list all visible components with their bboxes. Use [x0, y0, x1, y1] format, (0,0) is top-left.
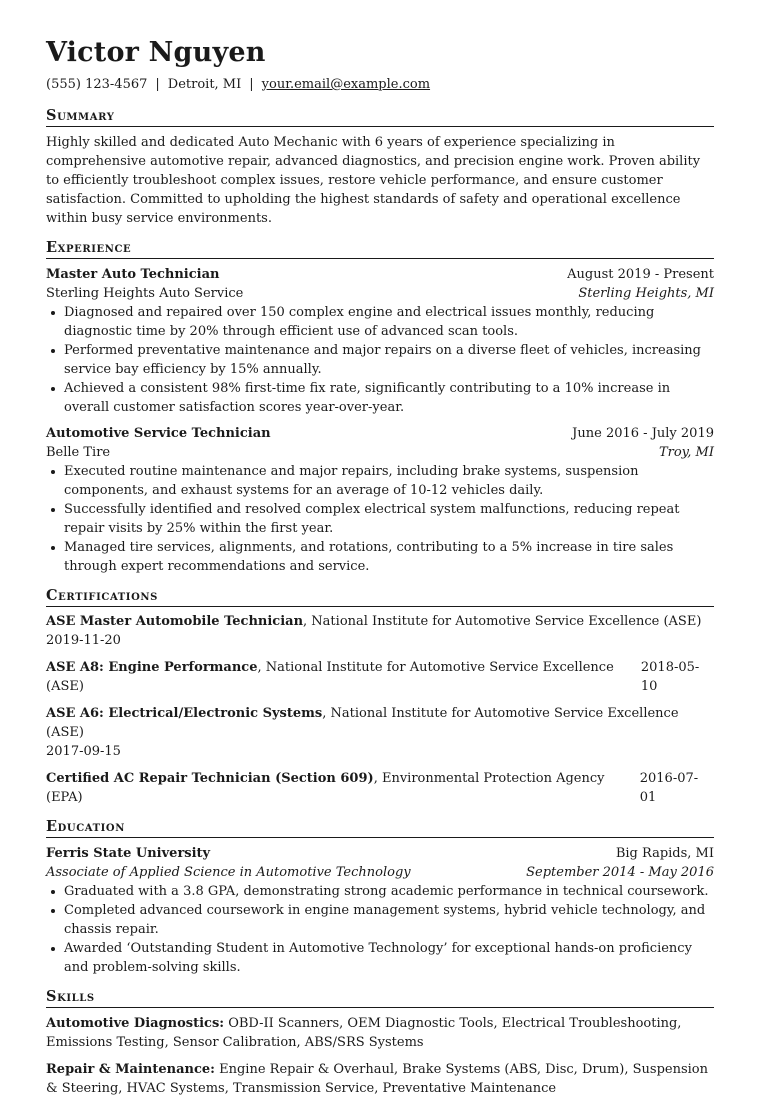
email-link[interactable]: your.email@example.com: [261, 77, 431, 92]
certification-entry: [46, 658, 714, 696]
list-item: Successfully identified and resolved complex electrical system malfunctions, reducing repeat repair visits by 25% within the first year.: [46, 500, 714, 538]
job-location: Troy, MI: [658, 445, 714, 460]
skill-group: [46, 1060, 714, 1098]
list-item: Achieved a consistent 98% first-time fix rate, significantly contributing to a 10% increase in overall customer satisfaction scores year-over-year.: [46, 379, 714, 417]
candidate-name: Victor Nguyen: [46, 37, 266, 68]
degree: Associate of Applied Science in Automotive Technology: [46, 865, 411, 880]
job-bullets: [46, 462, 714, 576]
experience-entry: [46, 265, 714, 417]
education-dates: September 2014 - May 2016: [526, 865, 714, 880]
company-name: Belle Tire: [46, 445, 111, 460]
certification-issuer: , National Institute for Automotive Service Excellence (ASE): [46, 706, 679, 740]
certification-issuer: , Environmental Protection Agency (EPA): [46, 771, 605, 805]
job-bullets: [46, 303, 714, 417]
certification-date: 2018-05-10: [640, 660, 700, 694]
location: Detroit, MI: [167, 77, 242, 92]
experience-entry: [46, 424, 714, 576]
skill-group-label: Automotive Diagnostics:: [46, 1016, 225, 1031]
certification-date: 2017-09-15: [46, 744, 121, 759]
job-location: Sterling Heights, MI: [578, 286, 714, 301]
list-item: Performed preventative maintenance and major repairs on a diverse fleet of vehicles, increasing service bay efficiency by 15% annually.: [46, 341, 714, 379]
job-title: Automotive Service Technician: [46, 426, 271, 441]
contact-line: [46, 76, 714, 94]
list-item: Awarded ‘Outstanding Student in Automotive Technology’ for exceptional hands-on proficiency and problem-solving skills.: [46, 939, 714, 977]
certification-entry: [46, 704, 714, 761]
list-item: Completed advanced coursework in engine management systems, hybrid vehicle technology, and chassis repair.: [46, 901, 714, 939]
contact-separator: |: [155, 77, 160, 92]
experience-heading: Experience: [46, 238, 714, 259]
certification-entry: [46, 612, 714, 650]
skill-group-label: Repair & Maintenance:: [46, 1062, 215, 1077]
phone-number: (555) 123-4567: [46, 77, 148, 92]
list-item: Executed routine maintenance and major repairs, including brake systems, suspension components, and exhaust systems for an average of 10-12 vehicles daily.: [46, 462, 714, 500]
certification-name: ASE A8: Engine Performance: [46, 660, 258, 675]
list-item: Managed tire services, alignments, and rotations, contributing to a 5% increase in tire sales through expert recommendations and service.: [46, 538, 714, 576]
certification-date: 2016-07-01: [639, 771, 699, 805]
list-item: Graduated with a 3.8 GPA, demonstrating strong academic performance in technical coursework.: [46, 882, 714, 901]
certification-issuer: , National Institute for Automotive Service Excellence (ASE): [303, 614, 702, 629]
skill-group-items: Engine Repair & Overhaul, Brake Systems (ABS, Disc, Drum), Suspension & Steering, HVAC Systems, Transmission Service, Preventative Maintenance: [46, 1062, 708, 1096]
job-dates: August 2019 - Present: [567, 267, 714, 282]
education-entry: [46, 844, 714, 977]
certification-entry: [46, 769, 714, 807]
certification-name: Certified AC Repair Technician (Section 609): [46, 771, 374, 786]
skill-group: [46, 1014, 714, 1052]
certification-name: ASE Master Automobile Technician: [46, 614, 304, 629]
skill-group-items: OBD-II Scanners, OEM Diagnostic Tools, Electrical Troubleshooting, Emissions Testing, Sensor Calibration, ABS/SRS Systems: [46, 1016, 682, 1050]
job-dates: June 2016 - July 2019: [572, 426, 714, 441]
school-name: Ferris State University: [46, 846, 211, 861]
school-location: Big Rapids, MI: [615, 846, 714, 861]
certifications-heading: Certifications: [46, 586, 714, 607]
contact-separator: |: [249, 77, 254, 92]
certification-issuer: , National Institute for Automotive Service Excellence (ASE): [46, 660, 614, 694]
certification-date: 2019-11-20: [46, 633, 121, 648]
education-bullets: [46, 882, 714, 977]
list-item: Diagnosed and repaired over 150 complex engine and electrical issues monthly, reducing diagnostic time by 20% through efficient use of advanced scan tools.: [46, 303, 714, 341]
skills-heading: Skills: [46, 987, 714, 1008]
summary-heading: Summary: [46, 106, 714, 127]
summary-text: Highly skilled and dedicated Auto Mechanic with 6 years of experience specializing in comprehensive automotive repair, advanced diagnostics, and precision engine work. Proven ability to efficiently troubleshoot complex issues, restore vehicle performance, and ensure customer satisfaction. Committed to upholding the highest standards of safety and operational excellence within busy service environments.: [46, 135, 701, 226]
education-heading: Education: [46, 817, 714, 838]
certification-name: ASE A6: Electrical/Electronic Systems: [46, 706, 323, 721]
company-name: Sterling Heights Auto Service: [46, 286, 244, 301]
job-title: Master Auto Technician: [46, 267, 220, 282]
